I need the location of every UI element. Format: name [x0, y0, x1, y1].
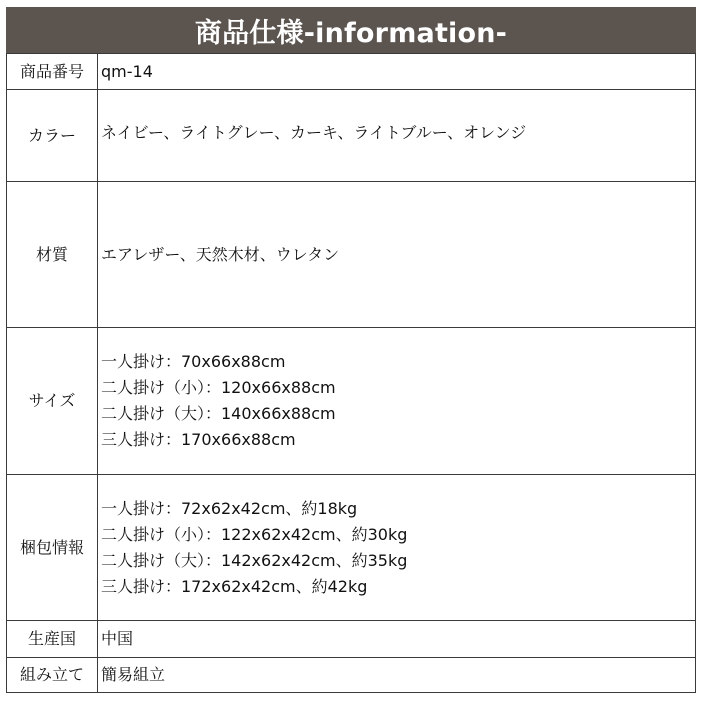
- spec-row-packing: [7, 475, 696, 621]
- size-line: 一人掛け：70x66x88cm: [101, 352, 286, 371]
- spec-value-assembly: 簡易組立: [98, 658, 696, 693]
- spec-row-origin: [7, 621, 696, 658]
- spec-label-packing: 梱包情報: [7, 475, 98, 621]
- packing-line: 三人掛け：172x62x42cm、約42kg: [101, 576, 368, 596]
- spec-value-origin: 中国: [98, 621, 696, 658]
- size-line: 二人掛け（小）：120x66x88cm: [101, 378, 336, 397]
- spec-value-size: [98, 328, 696, 475]
- spec-row-material: [7, 182, 696, 328]
- spec-row-model: [7, 54, 696, 90]
- spec-row-size: [7, 328, 696, 475]
- spec-value-material: エアレザー、天然木材、ウレタン: [98, 182, 696, 328]
- spec-sheet: [6, 7, 696, 693]
- spec-label-model: 商品番号: [7, 54, 98, 90]
- spec-value-color: ネイビー、ライトグレー、カーキ、ライトブルー、オレンジ: [98, 90, 696, 182]
- spec-label-size: サイズ: [7, 328, 98, 475]
- packing-line: 二人掛け（小）：122x62x42cm、約30kg: [101, 524, 408, 544]
- spec-table: [6, 53, 696, 693]
- spec-label-assembly: 組み立て: [7, 658, 98, 693]
- spec-value-model: qm-14: [98, 54, 696, 90]
- page-title: 商品仕様-information-: [6, 7, 696, 53]
- spec-label-origin: 生産国: [7, 621, 98, 658]
- packing-line: 二人掛け（大）：142x62x42cm、約35kg: [101, 550, 408, 570]
- spec-row-color: [7, 90, 696, 182]
- spec-row-assembly: [7, 658, 696, 693]
- size-line: 三人掛け：170x66x88cm: [101, 430, 296, 449]
- spec-label-color: カラー: [7, 90, 98, 182]
- size-line: 二人掛け（大）：140x66x88cm: [101, 404, 336, 423]
- spec-value-packing: [98, 475, 696, 621]
- packing-line: 一人掛け：72x62x42cm、約18kg: [101, 498, 358, 518]
- spec-label-material: 材質: [7, 182, 98, 328]
